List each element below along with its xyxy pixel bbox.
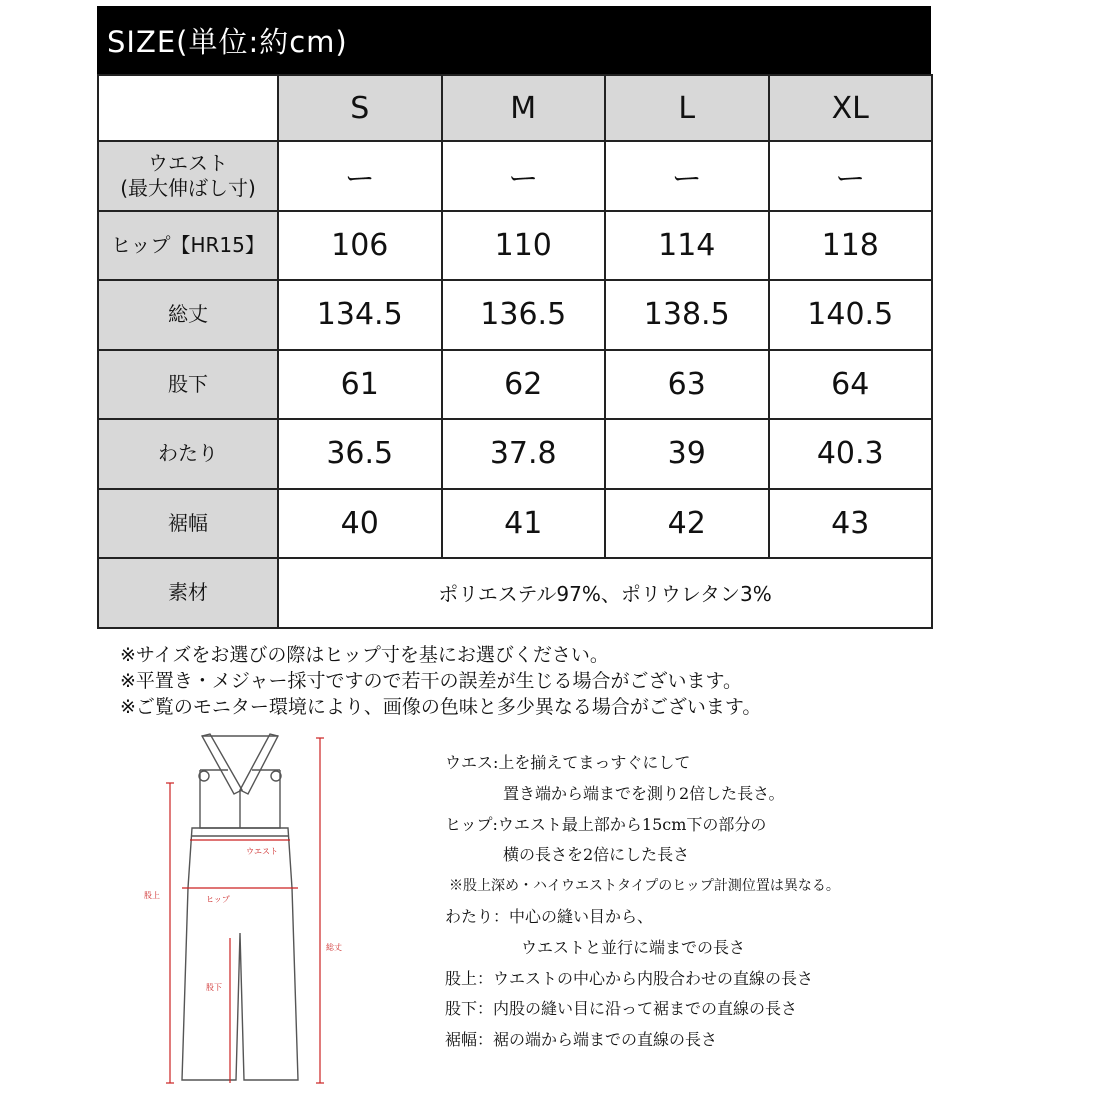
table-cell: 62 xyxy=(442,350,606,420)
table-cell: 140.5 xyxy=(769,280,933,350)
table-row-inseam xyxy=(98,350,932,420)
description-line: ウエストと並行に端までの長さ xyxy=(521,937,746,957)
length-label: 総丈 xyxy=(326,943,342,952)
row-label-hem-width: 裾幅 xyxy=(98,489,278,559)
table-cell: 136.5 xyxy=(442,280,606,350)
description-line: 股上：ウエストの中心から内股合わせの直線の長さ xyxy=(445,968,814,988)
table-cell: 43 xyxy=(769,489,933,559)
table-row-waist xyxy=(98,141,932,211)
note-line: ※ご覧のモニター環境により、画像の色味と多少異なる場合がございます。 xyxy=(120,696,762,718)
size-l-header: L xyxy=(605,75,769,141)
row-label-thigh: わたり xyxy=(98,419,278,489)
corner-cell xyxy=(98,75,278,141)
measurement-descriptions xyxy=(445,748,840,1056)
size-table-title: SIZE(単位:約cm) xyxy=(97,6,931,74)
description-line: 股下：内股の縫い目に沿って裾までの直線の長さ xyxy=(445,999,798,1019)
size-notes xyxy=(120,642,761,720)
table-cell: 110 xyxy=(442,211,606,281)
row-label-total-length: 総丈 xyxy=(98,280,278,350)
description-line: ※股上深め・ハイウエストタイプのヒップ計測位置は異なる。 xyxy=(449,878,840,895)
table-cell: 36.5 xyxy=(278,419,442,489)
table-cell: ー xyxy=(605,141,769,211)
hip-label: ヒップ xyxy=(206,895,230,904)
table-cell: 114 xyxy=(605,211,769,281)
table-row-thigh xyxy=(98,419,932,489)
table-cell: 40 xyxy=(278,489,442,559)
row-label-waist-line2: (最大伸ばし寸) xyxy=(120,175,256,200)
table-row-total-length xyxy=(98,280,932,350)
table-cell: 39 xyxy=(605,419,769,489)
measurement-lines xyxy=(166,738,324,1083)
description-line: ヒップ:ウエスト最上部から15cm下の部分の xyxy=(445,814,767,834)
overalls-diagram xyxy=(130,728,350,1090)
size-s-header: S xyxy=(278,75,442,141)
table-cell: 37.8 xyxy=(442,419,606,489)
size-header-row xyxy=(98,75,932,141)
description-line: 裾幅：裾の端から端までの直線の長さ xyxy=(445,1030,718,1050)
table-cell: 61 xyxy=(278,350,442,420)
table-cell: 42 xyxy=(605,489,769,559)
note-line: ※サイズをお選びの際はヒップ寸を基にお選びください。 xyxy=(120,644,609,666)
inseam-label: 股下 xyxy=(206,983,222,992)
description-line: 置き端から端までを測り2倍した長さ。 xyxy=(503,783,785,803)
table-row-hip xyxy=(98,211,932,281)
table-cell: 40.3 xyxy=(769,419,933,489)
row-label-hip: ヒップ【HR15】 xyxy=(98,211,278,281)
size-m-header: M xyxy=(442,75,606,141)
row-label-inseam: 股下 xyxy=(98,350,278,420)
note-line: ※平置き・メジャー採寸ですので若干の誤差が生じる場合がございます。 xyxy=(120,670,743,692)
table-cell: ー xyxy=(769,141,933,211)
size-table xyxy=(97,74,933,629)
table-cell: 63 xyxy=(605,350,769,420)
table-cell: 64 xyxy=(769,350,933,420)
table-cell: 106 xyxy=(278,211,442,281)
description-line: 横の長さを2倍にした長さ xyxy=(503,845,690,865)
description-line: わたり：中心の縫い目から、 xyxy=(445,906,654,926)
table-cell: 118 xyxy=(769,211,933,281)
row-label-material: 素材 xyxy=(98,558,278,628)
table-row-hem-width xyxy=(98,489,932,559)
overalls-outline-icon xyxy=(182,734,298,1080)
row-label-waist-line1: ウエスト xyxy=(148,150,228,175)
size-xl-header: XL xyxy=(769,75,933,141)
table-row-material xyxy=(98,558,932,628)
description-line: ウエス:上を揃えてまっすぐにして xyxy=(445,753,691,772)
table-cell: 134.5 xyxy=(278,280,442,350)
waist-label: ウエスト xyxy=(246,847,278,856)
table-cell: 138.5 xyxy=(605,280,769,350)
rise-label: 股上 xyxy=(144,891,160,900)
table-cell: ー xyxy=(442,141,606,211)
table-cell: 41 xyxy=(442,489,606,559)
table-cell: ー xyxy=(278,141,442,211)
material-value: ポリエステル97%、ポリウレタン3% xyxy=(278,558,932,628)
row-label-waist xyxy=(98,141,278,211)
